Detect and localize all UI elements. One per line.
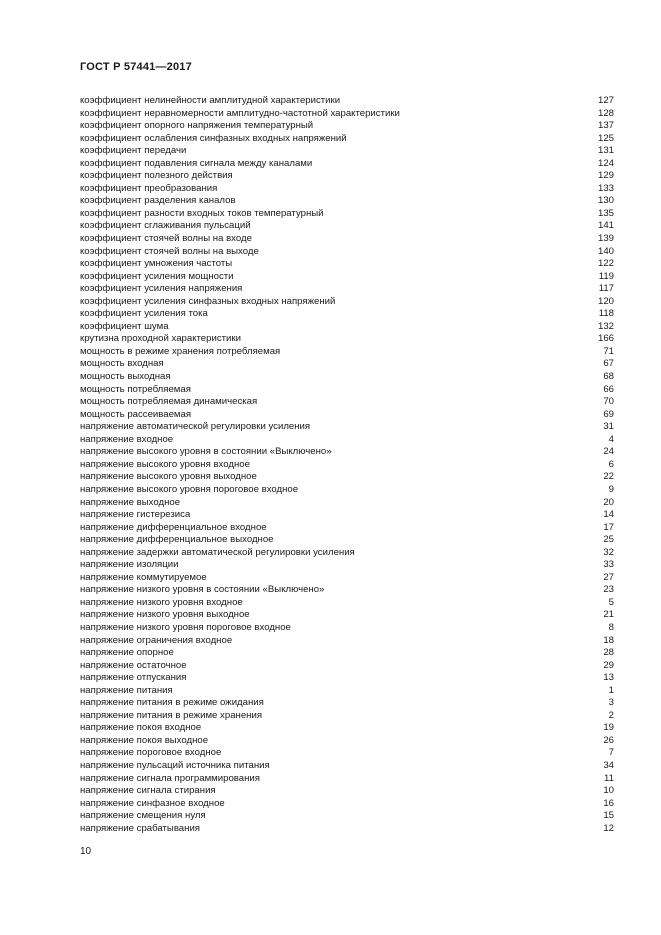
index-term: мощность рассеиваемая (80, 408, 192, 420)
index-entry (80, 785, 614, 798)
index-entry (80, 760, 614, 773)
index-entry (80, 208, 614, 221)
index-term: мощность выходная (80, 371, 171, 383)
index-entry (80, 321, 614, 334)
index-page-ref: 20 (603, 496, 614, 508)
index-page-ref: 21 (603, 609, 614, 621)
index-entry (80, 170, 614, 183)
index-term: коэффициент ослабления синфазных входных напряжений (80, 132, 347, 144)
index-term: коэффициент шума (80, 320, 169, 332)
index-entry (80, 183, 614, 196)
index-term: крутизна проходной характеристики (80, 333, 241, 345)
index-term: напряжение смещения нуля (80, 810, 206, 822)
index-entry (80, 660, 614, 673)
index-page-ref: 140 (597, 245, 614, 257)
index-term: коэффициент полезного действия (80, 170, 233, 182)
index-page-ref: 33 (603, 559, 614, 571)
index-term: напряжение автоматической регулировки усиления (80, 421, 311, 433)
index-term: мощность потребляемая (80, 383, 191, 395)
index-page-ref: 132 (597, 320, 614, 332)
index-entry (80, 735, 614, 748)
index-page-ref: 119 (598, 270, 614, 282)
index-entry (80, 484, 614, 497)
index-term: напряжение пульсаций источника питания (80, 759, 270, 771)
index-entry (80, 258, 614, 271)
index-page-ref: 68 (603, 371, 614, 383)
index-page-ref: 166 (597, 333, 614, 345)
index-entry (80, 220, 614, 233)
index-term: напряжение гистерезиса (80, 509, 191, 521)
index-entry (80, 697, 614, 710)
index-entry (80, 798, 614, 811)
index-entry (80, 158, 614, 171)
index-page-ref: 141 (597, 220, 614, 232)
index-entry (80, 296, 614, 309)
index-term: напряжение коммутируемое (80, 571, 207, 583)
index-term: коэффициент неравномерности амплитудно-частотной характеристики (80, 107, 400, 119)
index-term: напряжение изоляции (80, 559, 179, 571)
index-term: мощность потребляемая динамическая (80, 396, 258, 408)
index-entry (80, 95, 614, 108)
index-entry (80, 747, 614, 760)
index-entry (80, 823, 614, 836)
index-entry (80, 384, 614, 397)
index-entry (80, 685, 614, 698)
index-page-ref: 13 (603, 672, 614, 684)
index-term: напряжение срабатывания (80, 822, 200, 834)
index-term: коэффициент подавления сигнала между каналами (80, 157, 313, 169)
index-page-ref: 66 (603, 383, 614, 395)
index-page-ref: 135 (597, 207, 614, 219)
index-page-ref: 122 (597, 258, 614, 270)
index-term: напряжение низкого уровня пороговое входное (80, 621, 291, 633)
index-term: напряжение дифференциальное выходное (80, 534, 274, 546)
index-page-ref: 117 (598, 283, 614, 295)
index-entry (80, 358, 614, 371)
index-entry (80, 195, 614, 208)
index-entry (80, 509, 614, 522)
index-term: коэффициент усиления напряжения (80, 283, 243, 295)
index-entry (80, 233, 614, 246)
index-term: мощность в режиме хранения потребляемая (80, 345, 281, 357)
index-term: напряжение дифференциальное входное (80, 521, 267, 533)
index-page-ref: 31 (603, 421, 614, 433)
index-entry (80, 534, 614, 547)
index-term: напряжение выходное (80, 496, 181, 508)
index-page-ref: 3 (608, 697, 614, 709)
index-term: напряжение покоя входное (80, 722, 202, 734)
index-page-ref: 10 (603, 785, 614, 797)
index-entry (80, 434, 614, 447)
index-page-ref: 19 (603, 722, 614, 734)
index-entry (80, 271, 614, 284)
index-page-ref: 6 (608, 458, 614, 470)
index-entry (80, 409, 614, 422)
index-entry (80, 710, 614, 723)
index-page-ref: 129 (597, 170, 614, 182)
index-page-ref: 69 (603, 408, 614, 420)
index-entry (80, 647, 614, 660)
index-page-ref: 8 (608, 621, 614, 633)
index-page-ref: 2 (608, 709, 614, 721)
index-term: напряжение высокого уровня выходное (80, 471, 257, 483)
index-page-ref: 9 (608, 483, 614, 495)
index-entry (80, 421, 614, 434)
index-term: коэффициент опорного напряжения температурный (80, 120, 314, 132)
index-page-ref: 130 (597, 195, 614, 207)
index-term: напряжение питания (80, 684, 173, 696)
index-entry (80, 622, 614, 635)
index-entry (80, 120, 614, 133)
index-term: коэффициент усиления тока (80, 308, 208, 320)
index-page-ref: 15 (603, 810, 614, 822)
index-term: напряжение ограничения входное (80, 634, 233, 646)
index-page-ref: 127 (597, 95, 614, 106)
index-entry (80, 609, 614, 622)
index-entry (80, 246, 614, 259)
index-entry (80, 108, 614, 121)
index-page-ref: 1 (608, 684, 614, 696)
index-entry (80, 446, 614, 459)
index-entry (80, 145, 614, 158)
index-page-ref: 5 (608, 596, 614, 608)
index-page-ref: 28 (603, 647, 614, 659)
index-term: напряжение высокого уровня в состоянии «Выключено» (80, 446, 332, 458)
index-term: коэффициент стоячей волны на входе (80, 233, 252, 245)
index-entry (80, 396, 614, 409)
index-page-ref: 22 (603, 471, 614, 483)
index-page-ref: 27 (603, 571, 614, 583)
index-page-ref: 124 (597, 157, 614, 169)
index-term: напряжение низкого уровня в состоянии «Выключено» (80, 584, 325, 596)
index-page-ref: 131 (597, 145, 614, 157)
index-page-ref: 16 (603, 797, 614, 809)
page-number: 10 (80, 846, 92, 857)
index-page-ref: 120 (597, 295, 614, 307)
index-term: напряжение высокого уровня входное (80, 458, 250, 470)
document-header: ГОСТ Р 57441—2017 (80, 61, 192, 73)
index-entry (80, 333, 614, 346)
index-term: напряжение низкого уровня входное (80, 596, 243, 608)
index-entry (80, 547, 614, 560)
index-entry (80, 497, 614, 510)
index-term: напряжение высокого уровня пороговое входное (80, 483, 299, 495)
index-term: напряжение остаточное (80, 659, 187, 671)
index-page-ref: 17 (603, 521, 614, 533)
index-term: напряжение низкого уровня выходное (80, 609, 250, 621)
index-term: напряжение опорное (80, 647, 174, 659)
index-page-ref: 133 (597, 182, 614, 194)
index-page-ref: 24 (603, 446, 614, 458)
index-page-ref: 34 (603, 759, 614, 771)
index-page-ref: 70 (603, 396, 614, 408)
index-page-ref: 14 (603, 509, 614, 521)
index-entry (80, 283, 614, 296)
index-page-ref: 139 (597, 233, 614, 245)
index-page-ref: 7 (608, 747, 614, 759)
index-term: напряжение пороговое входное (80, 747, 222, 759)
index-term: коэффициент разделения каналов (80, 195, 236, 207)
index-entry (80, 810, 614, 823)
index-term: напряжение питания в режиме ожидания (80, 697, 264, 709)
index-entry (80, 522, 614, 535)
index-page-ref: 137 (597, 120, 614, 132)
index-term: напряжение отпускания (80, 672, 187, 684)
index-page-ref: 12 (603, 822, 614, 834)
index-term: напряжение синфазное входное (80, 797, 225, 809)
index-term: напряжение входное (80, 433, 174, 445)
index-term: коэффициент сглаживания пульсаций (80, 220, 251, 232)
index-term: коэффициент усиления мощности (80, 270, 234, 282)
index-page-ref: 71 (603, 345, 614, 357)
index-term: напряжение питания в режиме хранения (80, 709, 263, 721)
index-entry (80, 722, 614, 735)
index-page-ref: 26 (603, 734, 614, 746)
index-entry (80, 672, 614, 685)
index-entry (80, 459, 614, 472)
index-entry (80, 572, 614, 585)
index-term: напряжение покоя выходное (80, 734, 209, 746)
index-entry (80, 346, 614, 359)
index-page-ref: 25 (603, 534, 614, 546)
index-term: коэффициент усиления синфазных входных напряжений (80, 295, 336, 307)
index-page-ref: 128 (597, 107, 614, 119)
index-term: коэффициент стоячей волны на выходе (80, 245, 259, 257)
index-term: коэффициент преобразования (80, 182, 218, 194)
index-entry (80, 308, 614, 321)
index-entry (80, 584, 614, 597)
index-page-ref: 125 (597, 132, 614, 144)
index-entry (80, 133, 614, 146)
index-entry (80, 471, 614, 484)
index-term: напряжение задержки автоматической регулировки усиления (80, 546, 355, 558)
index-page-ref: 67 (603, 358, 614, 370)
index-term: коэффициент передачи (80, 145, 187, 157)
index-term: коэффициент нелинейности амплитудной характеристики (80, 95, 341, 106)
index-entry (80, 559, 614, 572)
index-term: напряжение сигнала стирания (80, 785, 216, 797)
index-page-ref: 18 (603, 634, 614, 646)
index-entry (80, 597, 614, 610)
index-page-ref: 4 (608, 433, 614, 445)
index-page-ref: 23 (603, 584, 614, 596)
index-term: мощность входная (80, 358, 164, 370)
index-term: напряжение сигнала программирования (80, 772, 260, 784)
index-entry (80, 635, 614, 648)
index-entry (80, 371, 614, 384)
index-page-ref: 29 (603, 659, 614, 671)
index-term: коэффициент умножения частоты (80, 258, 233, 270)
index-page-ref: 118 (598, 308, 614, 320)
index-term: коэффициент разности входных токов температурный (80, 207, 324, 219)
index-page-ref: 11 (604, 772, 614, 784)
alphabetical-index (80, 95, 614, 835)
index-page-ref: 32 (603, 546, 614, 558)
index-entry (80, 773, 614, 786)
